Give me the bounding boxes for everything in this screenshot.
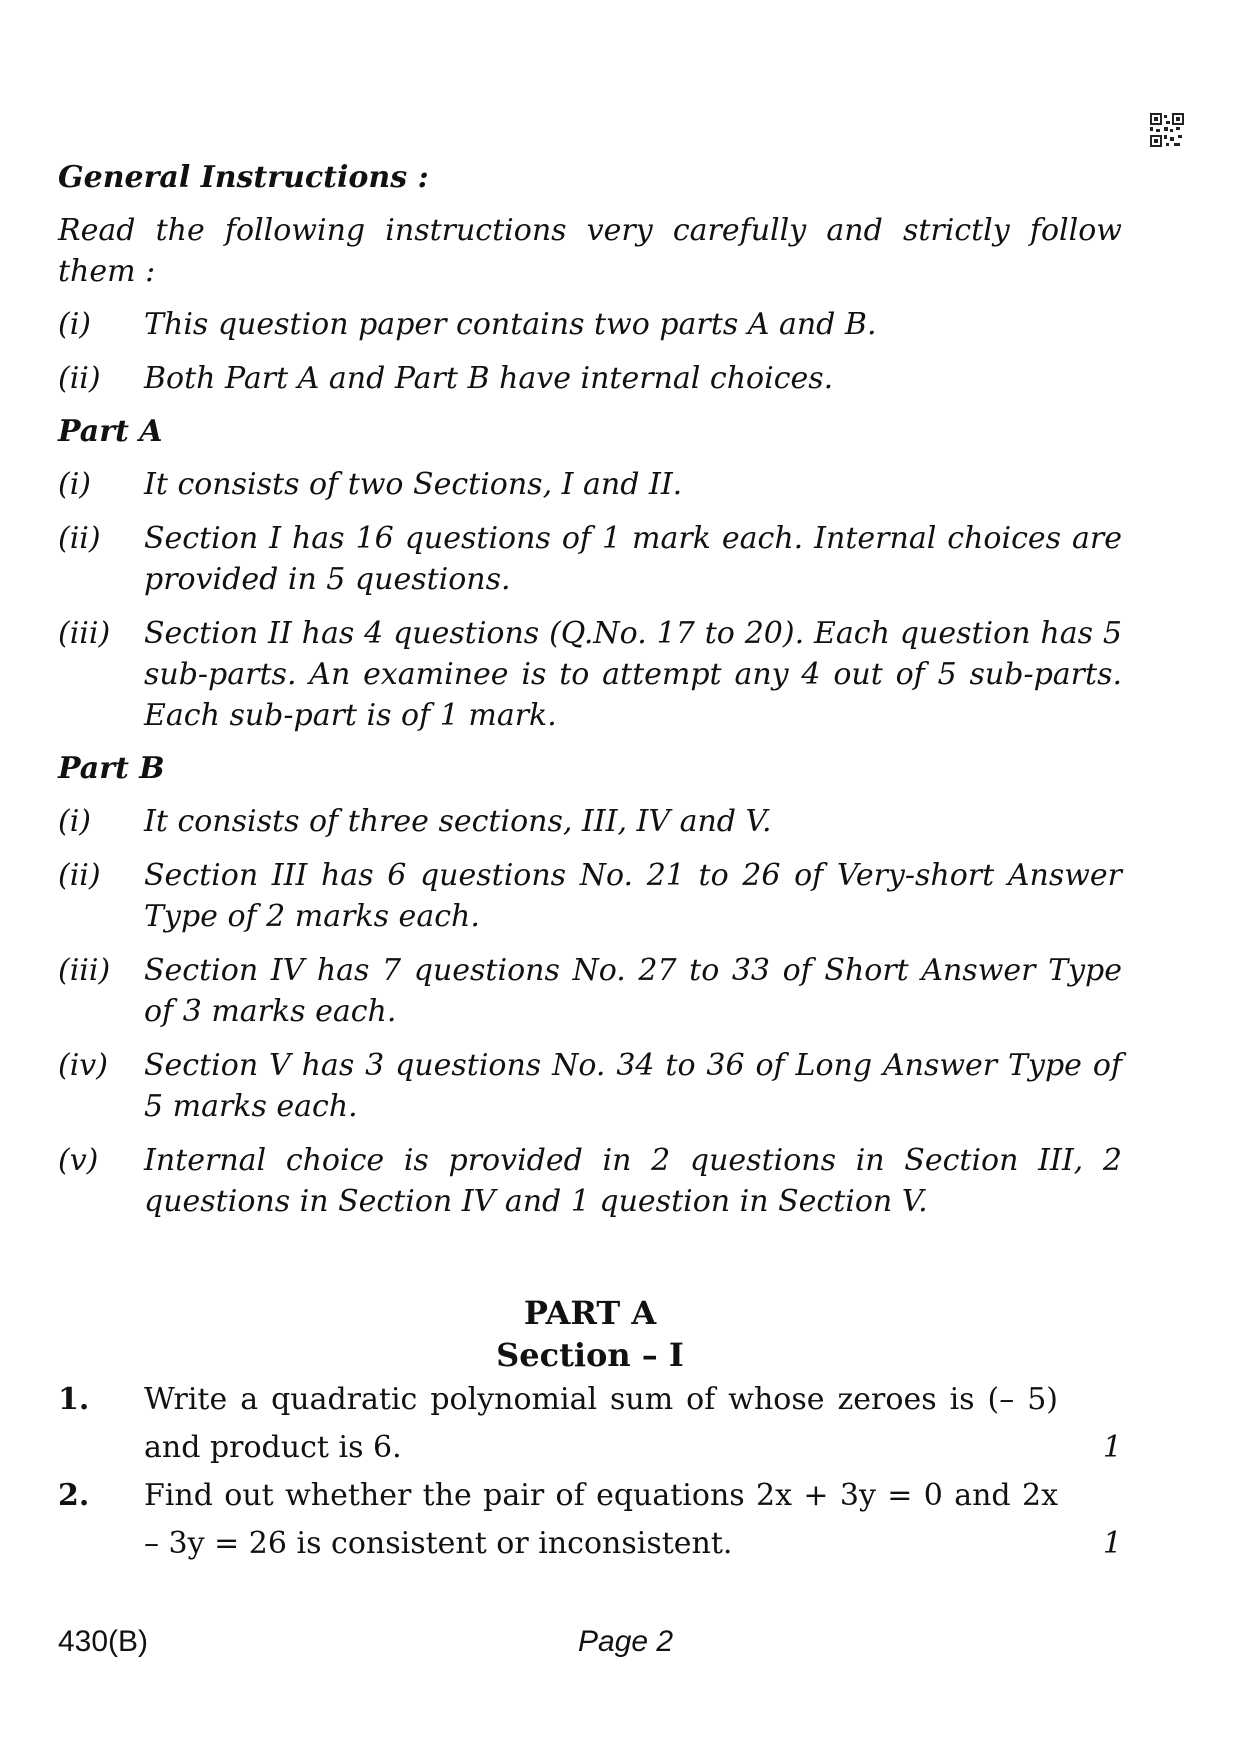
- item-number: (ii): [58, 521, 101, 556]
- page-number: Page 2: [578, 1625, 674, 1658]
- item-text: Section III has 6 questions No. 21 to 26 of Very-short Answer Type of 2 marks each.: [144, 858, 1122, 934]
- item-number: (i): [58, 804, 92, 839]
- section-headings: [58, 1292, 1122, 1376]
- instructions-heading: General Instructions :: [58, 160, 429, 195]
- paper-code: 430(B): [58, 1625, 149, 1658]
- item-text: Internal choice is provided in 2 questions in Section III, 2 questions in Section IV and 1 question in Section V.: [144, 1143, 1122, 1219]
- item-text: Section II has 4 questions (Q.No. 17 to 20). Each question has 5 sub-parts. An examinee is to attempt any 4 out of 5 sub-parts. Each sub-part is of 1 mark.: [144, 616, 1122, 733]
- list-item: [58, 950, 1122, 1032]
- list-item: [58, 801, 1122, 842]
- part-a-instructions-list: [58, 464, 1122, 736]
- item-number: (iii): [58, 616, 111, 651]
- item-number: (v): [58, 1143, 99, 1178]
- list-item: [58, 613, 1122, 736]
- item-number: (i): [58, 307, 92, 342]
- item-number: (iv): [58, 1048, 108, 1083]
- part-b-instructions-heading: Part B: [58, 751, 165, 786]
- list-item: [58, 1045, 1122, 1127]
- item-text: Both Part A and Part B have internal choices.: [144, 361, 834, 396]
- list-item: [58, 518, 1122, 600]
- item-number: (i): [58, 467, 92, 502]
- item-number: (ii): [58, 858, 101, 893]
- question-number: 2.: [58, 1478, 90, 1513]
- list-item: [58, 358, 1122, 399]
- question-number: 1.: [58, 1382, 90, 1417]
- question-paper-page: [58, 158, 1122, 1568]
- general-instructions-list: [58, 304, 1122, 399]
- item-text: This question paper contains two parts A and B.: [144, 307, 877, 342]
- part-b-instructions-list: [58, 801, 1122, 1222]
- list-item: [58, 855, 1122, 937]
- qr-code-icon: [1150, 113, 1184, 147]
- question-marks: 1: [1102, 1526, 1122, 1561]
- item-number: (iii): [58, 953, 111, 988]
- list-item: [58, 304, 1122, 345]
- section-heading: Section – I: [496, 1336, 684, 1374]
- item-text: It consists of two Sections, I and II.: [144, 467, 683, 502]
- question-text: Write a quadratic polynomial sum of whose zeroes is (– 5) and product is 6.: [144, 1382, 1058, 1465]
- part-a-instructions-heading: Part A: [58, 414, 163, 449]
- item-number: (ii): [58, 361, 101, 396]
- item-text: Section I has 16 questions of 1 mark each. Internal choices are provided in 5 questions.: [144, 521, 1122, 597]
- item-text: It consists of three sections, III, IV and V.: [144, 804, 772, 839]
- instructions-intro: Read the following instructions very carefully and strictly follow them :: [58, 213, 1122, 289]
- question-item: [58, 1472, 1122, 1568]
- list-item: [58, 464, 1122, 505]
- question-item: [58, 1376, 1122, 1472]
- list-item: [58, 1140, 1122, 1222]
- item-text: Section V has 3 questions No. 34 to 36 of Long Answer Type of 5 marks each.: [144, 1048, 1122, 1124]
- question-text: Find out whether the pair of equations 2x + 3y = 0 and 2x – 3y = 26 is consistent or inconsistent.: [144, 1478, 1058, 1561]
- item-text: Section IV has 7 questions No. 27 to 33 of Short Answer Type of 3 marks each.: [144, 953, 1122, 1029]
- question-marks: 1: [1102, 1430, 1122, 1465]
- part-heading: PART A: [523, 1294, 657, 1332]
